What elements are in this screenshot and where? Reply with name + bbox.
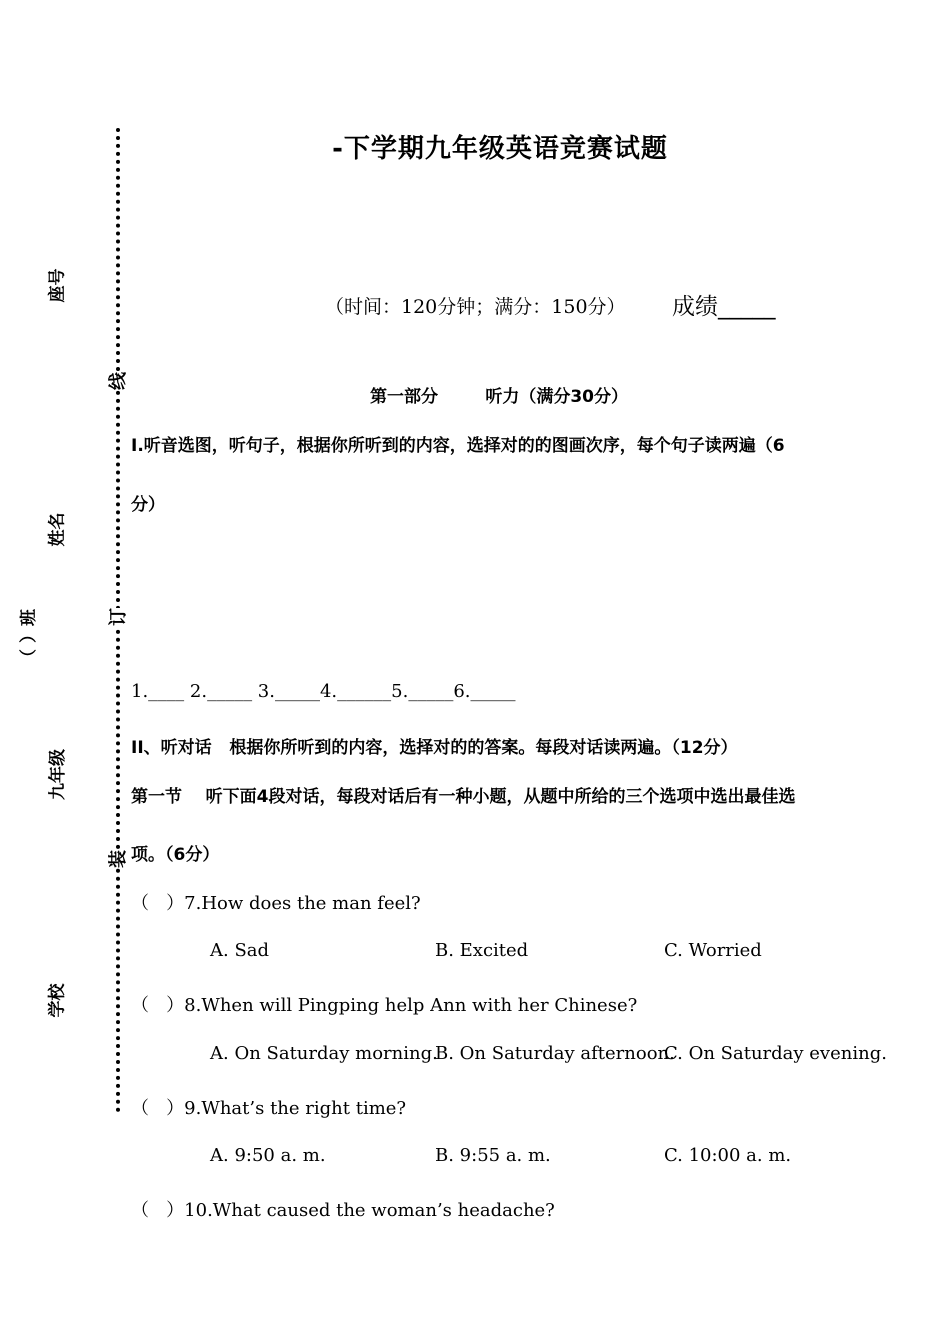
question-7-option-a: A. Sad — [210, 940, 270, 961]
class-label: （ ）班 — [18, 609, 39, 666]
binding-mark-ding: 订 — [104, 608, 130, 626]
question-10-prompt: （ ）10.What caused the woman’s headache? — [131, 1200, 555, 1221]
section1-instruction-line1: Ⅰ.听音选图，听句子，根据你所听到的内容，选择对的的图画次序，每个句子读两遍（6 — [131, 436, 785, 456]
question-9-option-b: B. 9:55 a. m. — [435, 1145, 551, 1166]
seat-number-label: 座号 — [47, 268, 68, 303]
question-9-option-c: C. 10:00 a. m. — [664, 1145, 792, 1166]
section2-part1-line2: 项。（6分） — [131, 845, 220, 865]
question-7-prompt: （ ）7.How does the man feel? — [131, 893, 421, 914]
question-8-option-a: A. On Saturday morning. — [210, 1043, 438, 1064]
binding-mark-zhuang: 装 — [104, 850, 130, 868]
question-8-option-c: C. On Saturday evening. — [664, 1043, 887, 1064]
exam-info: （时间：120分钟；满分：150分） — [325, 296, 626, 318]
grade-label: 九年级 — [48, 749, 68, 800]
section1-instruction-line2: 分） — [131, 495, 165, 515]
question-9-prompt: （ ）9.What’s the right time? — [131, 1098, 407, 1119]
name-label: 姓名 — [47, 512, 68, 547]
question-7-option-b: B. Excited — [435, 940, 529, 961]
page-title: -下学期九年级英语竞赛试题 — [332, 134, 668, 164]
question-8-option-b: B. On Saturday afternoon. — [435, 1043, 675, 1064]
section2-heading: II、听对话 根据你所听到的内容，选择对的的答案。每段对话读两遍。（12分） — [131, 738, 738, 758]
score-field: 成绩_____ — [672, 294, 776, 320]
binding-mark-line: 线 — [104, 372, 130, 390]
section1-answer-blanks: 1.____ 2._____ 3._____4.______5._____6._____ — [131, 681, 516, 702]
school-label: 学校 — [47, 983, 68, 1018]
section2-part1-line1: 第一节 听下面4段对话，每段对话后有一种小题，从题中所给的三个选项中选出最佳选 — [131, 787, 796, 807]
question-8-prompt: （ ）8.When will Pingping help Ann with her Chinese? — [131, 995, 638, 1016]
part1-heading: 第一部分 听力（满分30分） — [370, 387, 629, 407]
question-9-option-a: A. 9:50 a. m. — [210, 1145, 326, 1166]
question-7-option-c: C. Worried — [664, 940, 762, 961]
